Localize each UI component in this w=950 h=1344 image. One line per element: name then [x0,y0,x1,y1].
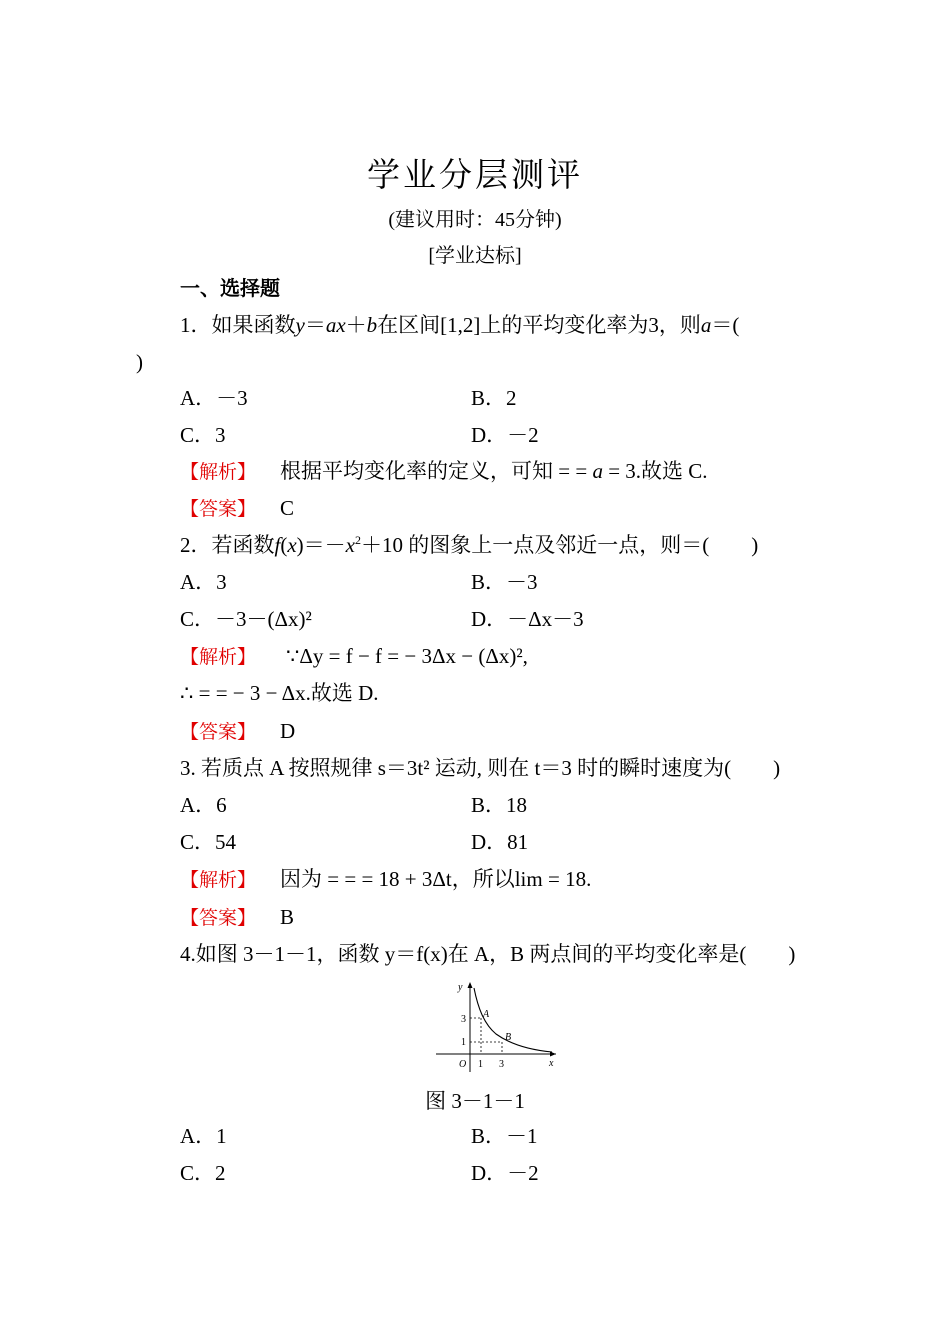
answer-tag: 【答案】 [180,498,257,520]
page-title: 学业分层测评 [367,155,583,194]
q3-option-a: A．6 [180,793,227,817]
figure-caption: 图 3－1－1 [425,1089,525,1113]
analysis-tag: 【解析】 [180,646,257,668]
q1-option-a: A．－3 [180,386,248,410]
q3-option-d: D．81 [471,830,529,854]
q1-option-d: D．－2 [471,423,539,447]
tick-x3: 3 [499,1059,504,1070]
q3-option-c: C．54 [180,830,237,854]
q1-option-b: B．2 [471,386,517,410]
q3-answer: 【答案】 B [180,905,295,929]
q4-option-a: A．1 [180,1124,227,1148]
q1-answer: 【答案】 C [180,496,295,520]
answer-tag: 【答案】 [180,907,257,929]
q2-option-c: C．－3－(Δx)² [180,607,312,631]
analysis-tag: 【解析】 [180,461,257,483]
q2-option-d: D．－Δx－3 [471,607,584,631]
y-axis-arrow [468,982,473,988]
section-tag: [学业达标] [428,245,522,267]
q2-analysis-line2: ∴ = = − 3 − Δx.故选 D. [180,681,379,705]
q2-stem: 2．若函数$f(x)=-x^2+10$ 的图象上一点及邻近一点，则＝( ) [180,533,759,557]
x-label: x [549,1058,554,1069]
q2-option-a: A．3 [180,570,227,594]
origin-label: O [459,1059,467,1070]
tick-y3: 3 [461,1014,466,1025]
function-graph [432,978,560,1076]
section-heading: 一、选择题 [180,276,280,300]
q1-stem-close: ) [136,350,143,374]
point-b-label: B [505,1032,512,1043]
tick-x1: 1 [478,1059,483,1070]
function-curve [474,988,552,1052]
q1-stem: 1．如果函数y＝ax＋b在区间[1,2]上的平均变化率为3，则a＝( [180,313,740,337]
y-label: y [458,982,463,993]
q4-option-d: D．－2 [471,1161,539,1185]
q2-analysis: 【解析】 ∵Δy = f − f = − 3Δx − (Δx)², [180,644,528,668]
q4-stem: 4.如图 3－1－1，函数 y＝f(x)在 A，B 两点间的平均变化率是( ) [180,942,796,966]
q3-option-b: B．18 [471,793,528,817]
tick-y1: 1 [461,1037,466,1048]
time-note: (建议用时：45分钟) [388,209,562,231]
analysis-tag: 【解析】 [180,869,257,891]
q4-option-b: B．－1 [471,1124,538,1148]
q2-option-b: B．－3 [471,570,538,594]
q4-option-c: C．2 [180,1161,226,1185]
q1-option-c: C．3 [180,423,226,447]
q3-analysis: 【解析】 因为 = = = 18 + 3Δt，所以lim = 18. [180,867,592,891]
answer-tag: 【答案】 [180,721,257,743]
point-a-label: A [483,1009,490,1020]
q3-stem: 3. 若质点 A 按照规律 s＝3t² 运动, 则在 t＝3 时的瞬时速度为( ) [180,756,781,780]
q1-analysis: 【解析】 根据平均变化率的定义，可知 = = a = 3.故选 C. [180,459,708,483]
q2-answer: 【答案】 D [180,719,296,743]
